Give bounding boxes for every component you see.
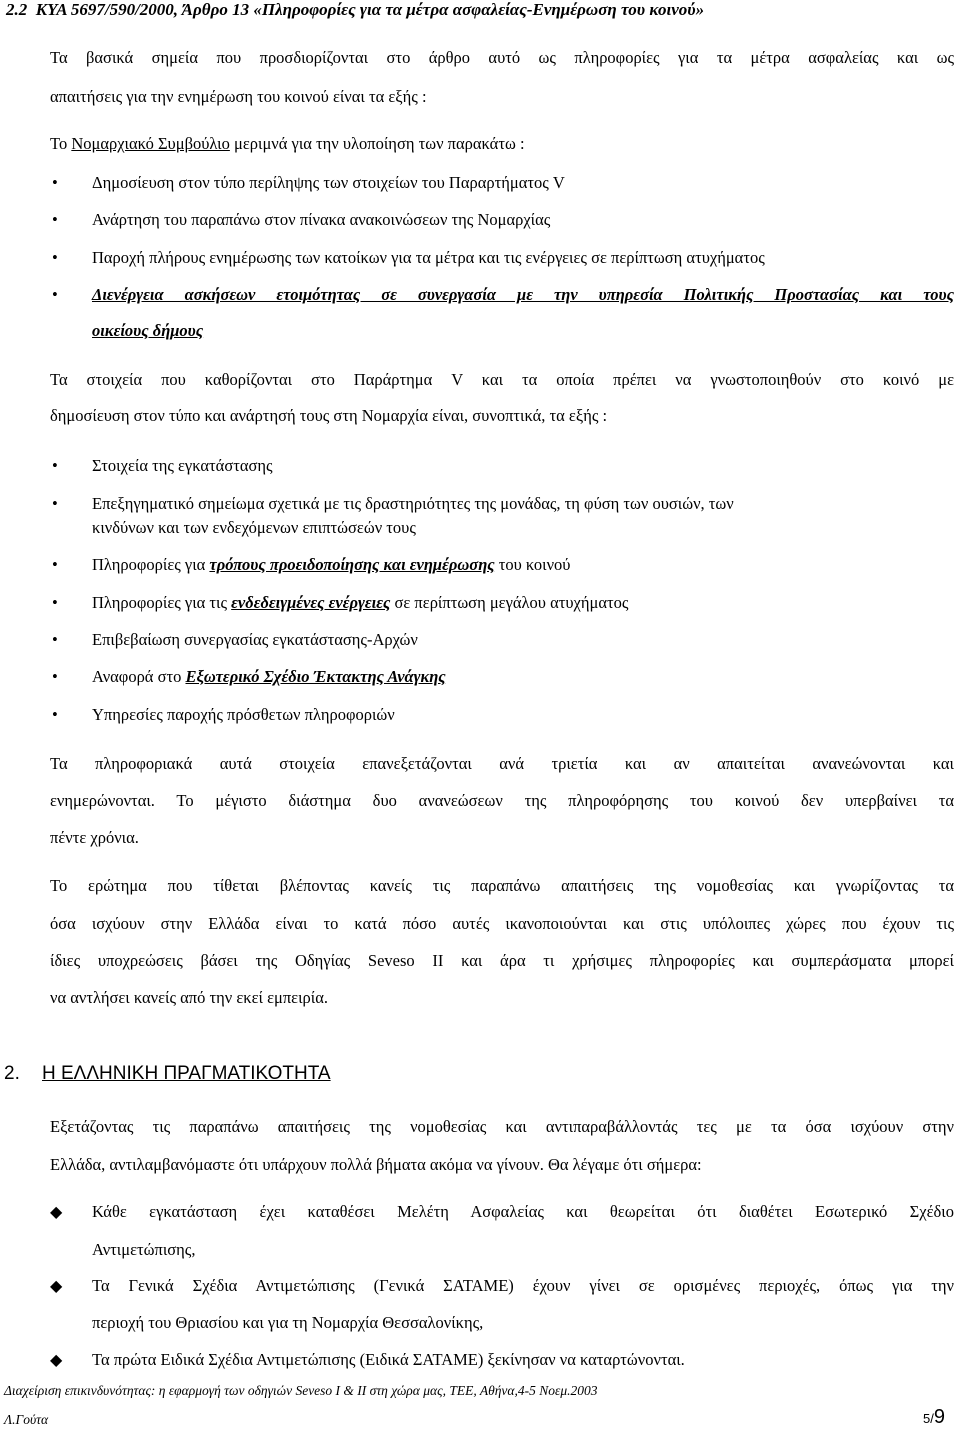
- greek-item-3: Τα πρώτα Ειδικά Σχέδια Αντιμετώπισης (Ειδικά ΣΑΤΑΜΕ) ξεκίνησαν να καταρτώνονται.: [92, 1350, 685, 1369]
- section2-number: 2.: [4, 1063, 20, 1084]
- greek-item-1-line-2: Αντιμετώπισης,: [92, 1240, 196, 1259]
- annex-item-6: Αναφορά στο Εξωτερικό Σχέδιο Έκτακτης Ανάγκης: [92, 667, 446, 686]
- bullet-icon: •: [52, 210, 58, 229]
- review-line-3: πέντε χρόνια.: [50, 828, 139, 847]
- annex-item-3: Πληροφορίες για τρόπους προειδοποίησης και ενημέρωσης του κοινού: [92, 555, 571, 574]
- bullet-icon: •: [52, 705, 58, 724]
- council-item-1: Δημοσίευση στον τύπο περίληψης των στοιχείων του Παραρτήματος V: [92, 173, 565, 192]
- question-line-4: να αντλήσει κανείς από την εκεί εμπειρία.: [50, 988, 328, 1007]
- council-item-2: Ανάρτηση του παραπάνω στον πίνακα ανακοινώσεων της Νομαρχίας: [92, 210, 551, 229]
- bullet-icon: •: [52, 593, 58, 612]
- bullet-icon: •: [52, 630, 58, 649]
- bullet-icon: •: [52, 555, 58, 574]
- annex-line-1: Τα στοιχεία που καθορίζονται στο Παράρτημα V και τα οποία πρέπει να γνωστοποιηθούν στο κοινό με: [50, 370, 954, 389]
- greek-item-2-line-1: Τα Γενικά Σχέδια Αντιμετώπισης (Γενικά ΣΑΤΑΜΕ) έχουν γίνει σε ορισμένες περιοχές, όπως για την: [92, 1276, 954, 1295]
- page-number: [923, 1406, 945, 1429]
- greek-para-line-2: Ελλάδα, αντιλαμβανόμαστε ότι υπάρχουν πολλά βήματα ακόμα να γίνουν. Θα λέγαμε ότι σήμερα:: [50, 1155, 702, 1174]
- council-item-3: Παροχή πλήρους ενημέρωσης των κατοίκων για τα μέτρα και τις ενέργειες σε περίπτωση ατυχήματος: [92, 248, 765, 267]
- diamond-bullet-icon: ◆: [50, 1278, 63, 1295]
- page-current: 5: [923, 1411, 931, 1426]
- footer-conference: Διαχείριση επικινδυνότητας: η εφαρμογή των οδηγιών Seveso I & II στη χώρα μας, ΤΕΕ, Αθήνα,4-5 Νοεμ.2003: [4, 1383, 598, 1398]
- council-item-4-line-2: οικείους δήμους: [92, 321, 204, 340]
- greek-item-2-line-2: περιοχή του Θριασίου και για τη Νομαρχία Θεσσαλονίκης,: [92, 1313, 484, 1332]
- council-item-4-line-1: Διενέργεια ασκήσεων ετοιμότητας σε συνεργασία με την υπηρεσία Πολιτικής Προστασίας και τους: [92, 285, 954, 304]
- intro-line-2: απαιτήσεις για την ενημέρωση του κοινού είναι τα εξής :: [50, 87, 427, 106]
- greek-para-line-1: Εξετάζοντας τις παραπάνω απαιτήσεις της νομοθεσίας και αντιπαραβάλλοντάς τες με τα όσα ισχύουν στην: [50, 1117, 954, 1136]
- annex-item-2-line-2: κινδύνων και των ενδεχόμενων επιπτώσεών τους: [92, 518, 416, 537]
- section-number: 2.2: [6, 0, 28, 19]
- greek-item-1-line-1: Κάθε εγκατάσταση έχει καταθέσει Μελέτη Ασφαλείας και θεωρείται ότι διαθέτει Εσωτερικό Σχέδιο: [92, 1202, 954, 1221]
- review-line-1: Τα πληροφοριακά αυτά στοιχεία επανεξετάζονται ανά τριετία και αν απαιτείται ανανεώνονται και: [50, 754, 954, 773]
- page-total: 9: [933, 1406, 945, 1428]
- council-sentence: Το Νομαρχιακό Συμβούλιο μεριμνά για την υλοποίηση των παρακάτω :: [50, 134, 525, 153]
- footer-author: Λ.Γούτα: [4, 1412, 49, 1427]
- diamond-bullet-icon: ◆: [50, 1352, 63, 1369]
- annex-item-2-line-1: Επεξηγηματικό σημείωμα σχετικά με τις δραστηριότητες της μονάδας, τη φύση των ουσιών, των: [92, 494, 734, 513]
- bullet-icon: •: [52, 667, 58, 686]
- annex-item-4: Πληροφορίες για τις ενδεδειγμένες ενέργειες σε περίπτωση μεγάλου ατυχήματος: [92, 593, 629, 612]
- council-name: Νομαρχιακό Συμβούλιο: [71, 134, 230, 153]
- bullet-icon: •: [52, 248, 58, 267]
- bullet-icon: •: [52, 173, 58, 192]
- section-title: ΚΥΑ 5697/590/2000, Άρθρο 13 «Πληροφορίες για τα μέτρα ασφαλείας-Ενημέρωση του κοινού»: [35, 0, 705, 19]
- bullet-icon: •: [52, 494, 58, 513]
- bullet-icon: •: [52, 285, 58, 304]
- annex-line-2: δημοσίευση στον τύπο και ανάρτησή τους στη Νομαρχία είναι, συνοπτικά, τα εξής :: [50, 406, 608, 425]
- section2-title: Η ΕΛΛΗΝΙΚΗ ΠΡΑΓΜΑΤΙΚΟΤΗΤΑ: [42, 1063, 331, 1084]
- question-line-1: Το ερώτημα που τίθεται βλέποντας κανείς τις παραπάνω απαιτήσεις της νομοθεσίας και γνωρίζοντας τα: [50, 876, 954, 895]
- diamond-bullet-icon: ◆: [50, 1204, 63, 1221]
- bullet-icon: •: [52, 456, 58, 475]
- question-line-2: όσα ισχύουν στην Ελλάδα είναι το κατά πόσο αυτές ικανοποιούνται και στις υπόλοιπες χώρες που έχουν τις: [50, 914, 954, 933]
- intro-line-1: Τα βασικά σημεία που προσδιορίζονται στο άρθρο αυτό ως πληροφορίες για τα μέτρα ασφαλείας και ως: [50, 48, 954, 67]
- section-heading: [6, 0, 704, 20]
- annex-item-7: Υπηρεσίες παροχής πρόσθετων πληροφοριών: [92, 705, 395, 724]
- annex-item-5: Επιβεβαίωση συνεργασίας εγκατάστασης-Αρχών: [92, 630, 418, 649]
- page-separator: /: [930, 1411, 934, 1426]
- question-line-3: ίδιες υποχρεώσεις βάσει της Οδηγίας Seveso II και άρα τι χρήσιμες πληροφορίες και συμπεράσματα μπορεί: [50, 951, 954, 970]
- review-line-2: ενημερώνονται. Το μέγιστο διάστημα δυο ανανεώσεων της πληροφόρησης του κοινού δεν υπερβαίνει τα: [50, 791, 954, 810]
- annex-item-1: Στοιχεία της εγκατάστασης: [92, 456, 273, 475]
